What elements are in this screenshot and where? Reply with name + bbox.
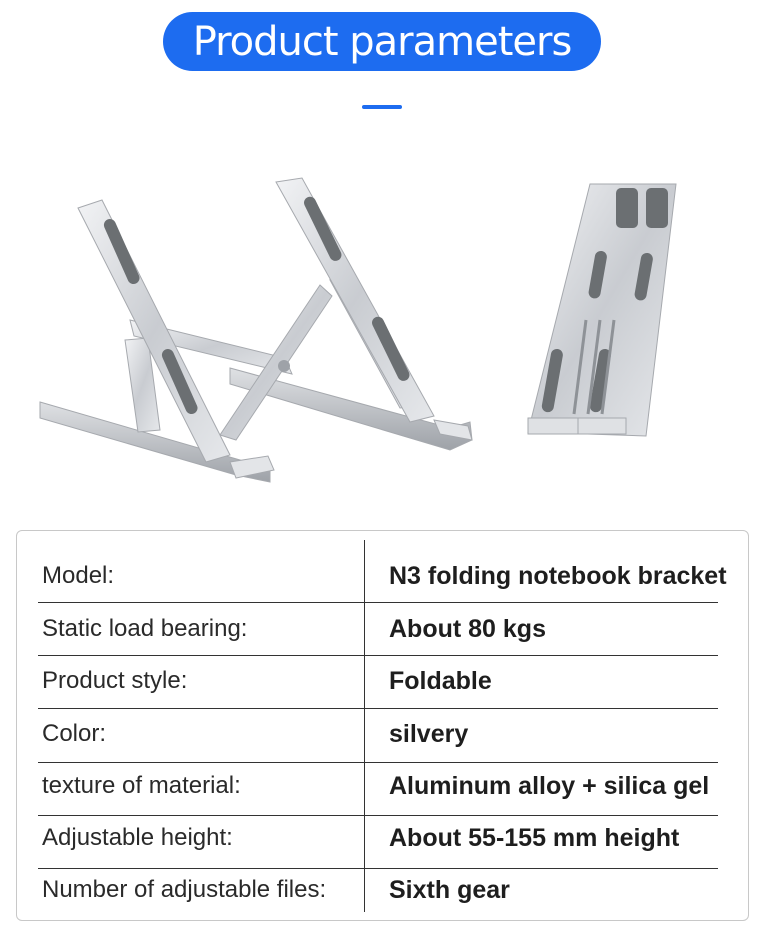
laptop-stand-image bbox=[30, 170, 750, 500]
spec-value: About 55-155 mm height bbox=[389, 823, 680, 852]
spec-value: Foldable bbox=[389, 666, 492, 695]
spec-row-adjustable-height bbox=[0, 812, 777, 864]
spec-row-adjustable-files bbox=[0, 864, 777, 916]
page-title-text: Product parameters bbox=[192, 18, 572, 65]
spec-label: Product style: bbox=[42, 667, 188, 694]
spec-label: Color: bbox=[42, 720, 107, 747]
folded-stand-illustration bbox=[528, 184, 676, 436]
spec-row-model bbox=[0, 550, 777, 602]
spec-value: Sixth gear bbox=[389, 875, 510, 904]
title-underline bbox=[362, 105, 402, 109]
spec-row-material bbox=[0, 760, 777, 812]
spec-row-product-style bbox=[0, 655, 777, 707]
spec-label: Adjustable height: bbox=[42, 824, 233, 851]
spec-row-color bbox=[0, 708, 777, 760]
spec-value: About 80 kgs bbox=[389, 614, 546, 643]
spec-label: Static load bearing: bbox=[42, 615, 248, 642]
spec-label: texture of material: bbox=[42, 772, 241, 799]
spec-label: Number of adjustable files: bbox=[42, 876, 327, 903]
page-title bbox=[163, 12, 601, 71]
spec-value: Aluminum alloy + silica gel bbox=[389, 771, 710, 800]
spec-label: Model: bbox=[42, 562, 115, 589]
spec-value: silvery bbox=[389, 719, 469, 748]
spec-row-static-load bbox=[0, 603, 777, 655]
open-stand-illustration bbox=[40, 178, 472, 482]
spec-value: N3 folding notebook bracket bbox=[389, 561, 727, 590]
